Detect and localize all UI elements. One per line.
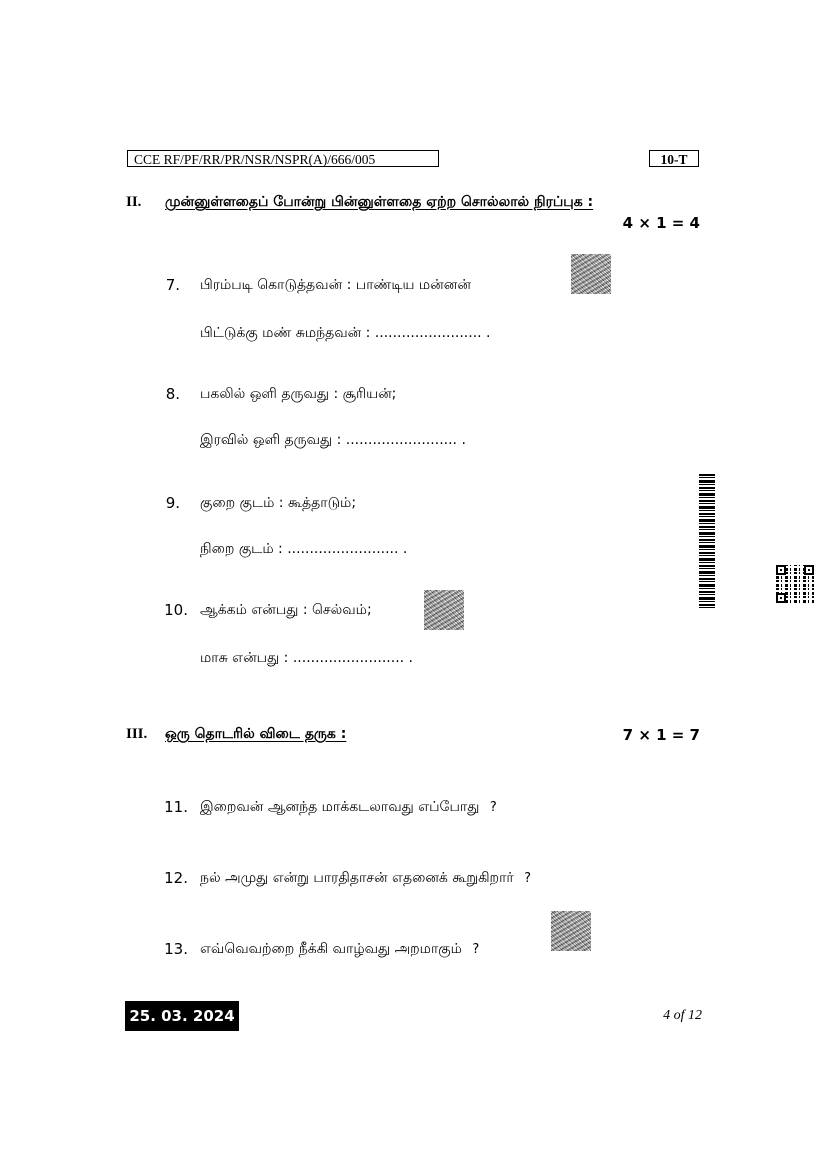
question-12-mark: ?: [524, 871, 532, 886]
page-number: 4 of 12: [663, 1008, 702, 1023]
question-9-line2: நிறை குடம் : ......................... .: [200, 541, 408, 557]
exam-date-badge: [125, 1001, 239, 1031]
qr-finder-pattern: [776, 565, 786, 575]
section-3-title: ஒரு தொடரில் விடை தருக :: [165, 726, 347, 742]
question-12-number: 12.: [164, 869, 188, 887]
section-2-number: II.: [126, 194, 142, 210]
section-3-marks: 7 × 1 = 7: [622, 726, 700, 744]
question-8-line2: இரவில் ஒளி தருவது : ......................... .: [200, 432, 466, 448]
question-12-body: நல் அமுது என்று பாரதிதாசன் எதனைக் கூறுகிறார்: [200, 870, 514, 886]
question-12-text: [200, 870, 531, 888]
scan-noise-patch: [571, 254, 611, 294]
section-3-number: III.: [126, 726, 148, 742]
question-11-mark: ?: [489, 800, 497, 815]
question-9-line1: குறை குடம் : கூத்தாடும்;: [200, 495, 357, 511]
question-9-number: 9.: [165, 494, 180, 512]
question-10-line2: மாசு என்பது : ......................... .: [200, 650, 413, 666]
question-10-number: 10.: [164, 601, 188, 619]
qr-finder-pattern: [776, 593, 786, 603]
question-11-text: [200, 799, 497, 817]
question-11-body: இறைவன் ஆனந்த மாக்கடலாவது எப்போது: [200, 799, 480, 815]
barcode-strip: [699, 474, 715, 608]
question-13-body: எவ்வெவற்றை நீக்கி வாழ்வது அறமாகும்: [200, 941, 462, 957]
question-13-text: [200, 941, 479, 959]
question-13-mark: ?: [472, 942, 480, 957]
qr-finder-pattern: [804, 565, 814, 575]
section-2-title: முன்னுள்ளதைப் போன்று பின்னுள்ளதை ஏற்ற சொல்லால் நிரப்புக :: [165, 194, 594, 210]
question-7-line2: பிட்டுக்கு மண் சுமந்தவன் : ........................ .: [200, 325, 491, 341]
question-10-line1: ஆக்கம் என்பது : செல்வம்;: [200, 602, 372, 618]
question-8-line1: பகலில் ஒளி தருவது : சூரியன்;: [200, 386, 397, 402]
scan-noise-patch: [424, 590, 464, 630]
exam-date: 25. 03. 2024: [129, 1007, 235, 1025]
question-11-number: 11.: [164, 798, 188, 816]
question-8-number: 8.: [165, 385, 180, 403]
question-7-line1: பிரம்படி கொடுத்தவன் : பாண்டிய மன்னன்: [200, 277, 471, 293]
version-tag-box: [649, 150, 699, 167]
paper-code: CCE RF/PF/RR/PR/NSR/NSPR(A)/666/005: [134, 152, 376, 167]
section-2-marks: 4 × 1 = 4: [622, 214, 700, 232]
question-7-number: 7.: [165, 276, 180, 294]
question-13-number: 13.: [164, 940, 188, 958]
version-tag: 10-T: [660, 152, 688, 167]
paper-code-box: [127, 150, 439, 167]
scan-noise-patch: [551, 911, 591, 951]
